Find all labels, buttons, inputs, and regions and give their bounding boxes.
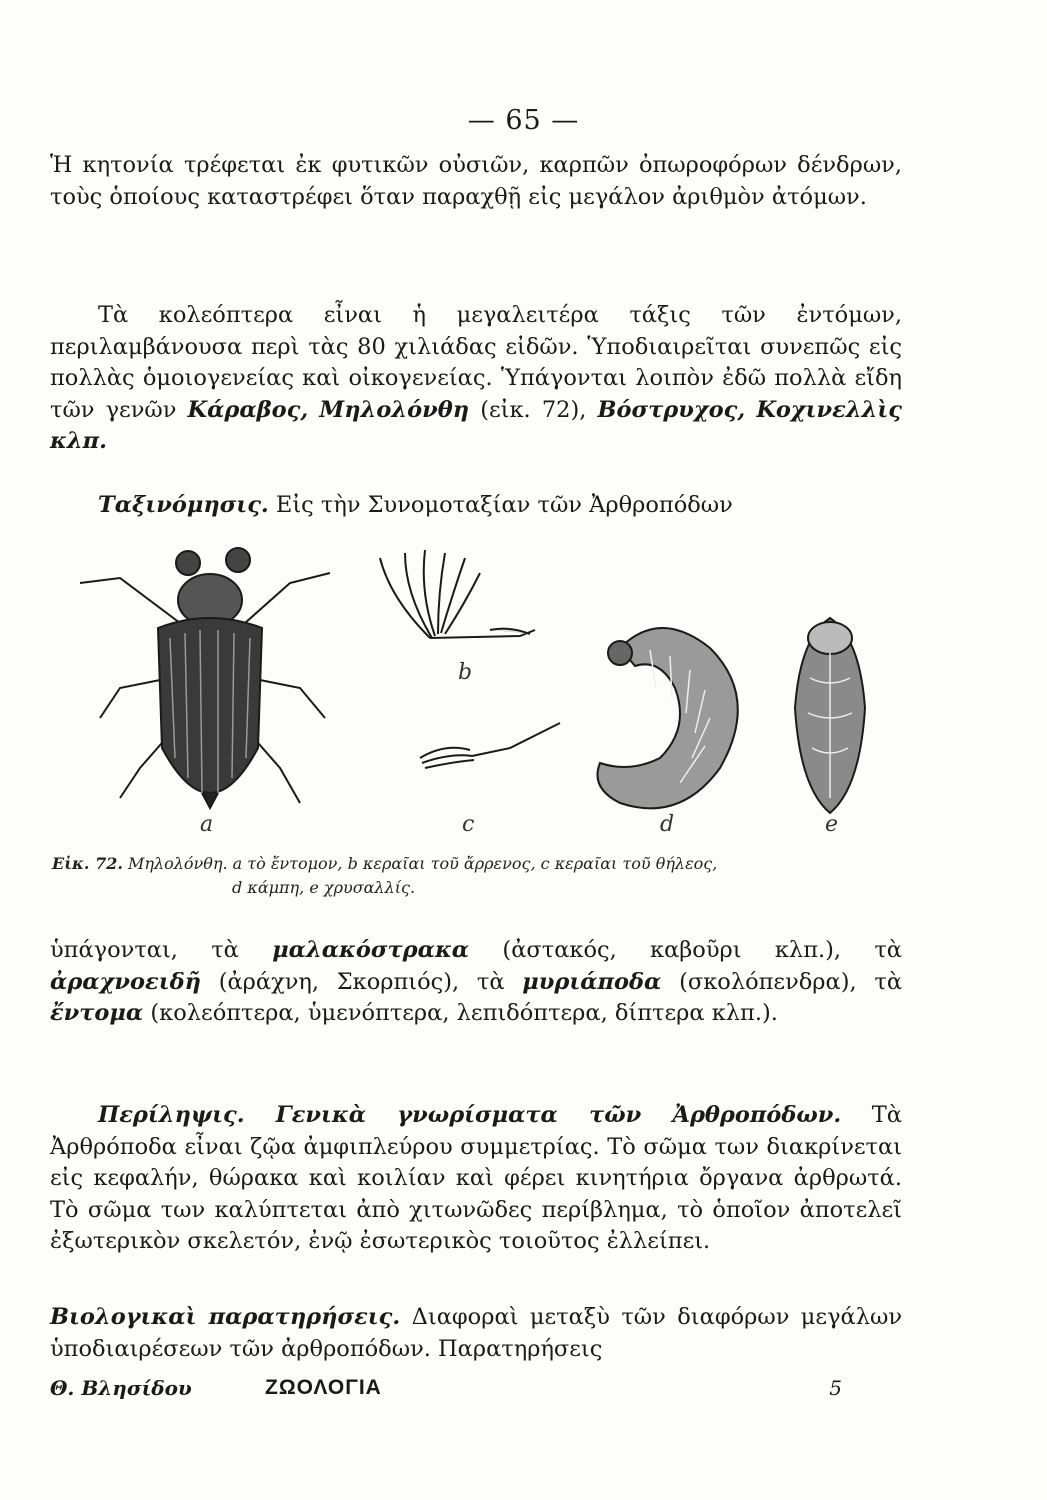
paragraph-biologikai xyxy=(50,1302,902,1365)
male-antenna-drawing xyxy=(380,550,535,638)
footer-signature: 5 xyxy=(829,1376,842,1400)
classes-text-1: ὑπάγονται, τὰ xyxy=(50,937,239,963)
caption-label: Εἰκ. 72. xyxy=(52,854,123,873)
figure-letter-a: a xyxy=(200,812,214,837)
figure-reference: (εἰκ. 72), xyxy=(480,396,587,423)
classes-text-4: (σκολόπενδρα), τὰ xyxy=(679,968,903,995)
caption-c: c κεραῖαι τοῦ θήλεος, xyxy=(540,854,718,873)
paragraph-koleoptera xyxy=(50,300,902,458)
term-entoma: ἔντομα xyxy=(50,1000,144,1026)
paragraph-perilipsis xyxy=(50,1100,902,1258)
footer-book-title: ΖΩΟΛΟΓΙΑ xyxy=(265,1376,382,1399)
taxinomisis-heading: Ταξινόμησις. xyxy=(98,492,269,518)
caption-d: d κάμπη, xyxy=(232,878,305,897)
classes-text-3: (ἀράχνη, Σκορπιός), τὰ xyxy=(218,968,505,995)
term-kochinellis: Κοχινελλὶς κλπ. xyxy=(50,396,902,454)
paragraph-classes xyxy=(50,935,902,1030)
paragraph-kitonia: Ἡ κητονία τρέφεται ἐκ φυτικῶν οὐσιῶν, καρπῶν ὀπωροφόρων δένδρων, τοὺς ὁποίους καταστρέφει ὅταν παραχθῇ εἰς μεγάλον ἀριθμὸν ἀτόμων. xyxy=(50,152,902,210)
beetle-drawing xyxy=(80,548,330,808)
taxinomisis-text: Εἰς τὴν Συνομοταξίαν τῶν Ἀρθροπόδων xyxy=(275,492,733,518)
term-malakostraka: μαλακόστρακα xyxy=(272,937,470,963)
page-footer xyxy=(50,1376,902,1406)
term-bostrychos: Βόστρυχος, xyxy=(597,396,746,423)
koleoptera-text: Τὰ κολεόπτερα εἶναι ἡ μεγαλειτέρα τάξις τῶν ἐντόμων, περιλαμβάνουσα περὶ τὰς 80 χιλιάδας εἰδῶν. Ὑποδιαιρεῖται συνεπῶς εἰς πολλὰς ὁμοιογενείας καὶ οἰκογενείας. Ὑπάγονται λοιπὸν ἐδῶ πολλὰ εἴδη τῶν γενῶν xyxy=(50,302,902,423)
paragraph-taxinomisis xyxy=(50,490,902,522)
caption-name: Μηλολόνθη. xyxy=(128,854,228,873)
biologikai-text: Διαφοραὶ μεταξὺ τῶν διαφόρων μεγάλων ὑποδιαιρέσεων τῶν ἀρθροπόδων. Παρατηρήσεις xyxy=(50,1304,903,1362)
perilipsis-text: Τὰ Ἀρθρόποδα εἶναι ζῷα ἀμφιπλεύρου συμμετρίας. Τὸ σῶμα των διακρίνεται εἰς κεφαλήν, θώρακα καὶ κοιλίαν καὶ φέρει κινητήρια ὄργανα ἀρθρωτά. Τὸ σῶμα των καλύπτεται ἀπὸ χιτωνῶδες περίβλημα, τὸ ὁποῖον ἀποτελεῖ ἐξωτερικὸν σκελετόν, ἐνῷ ἐσωτερικὸς τοιοῦτος ἐλλείπει. xyxy=(50,1102,902,1254)
caption-a: a τὸ ἔντομον, xyxy=(232,854,343,873)
classes-text-2: (ἀστακός, καβοῦρι κλπ.), τὰ xyxy=(502,937,902,963)
pupa-drawing xyxy=(795,618,865,813)
figure-letter-d: d xyxy=(660,812,675,837)
term-arachnoidi: ἀραχνοειδῆ xyxy=(50,968,201,995)
caption-e: e χρυσαλλίς. xyxy=(309,878,416,897)
classes-text-5: (κολεόπτερα, ὑμενόπτερα, λεπιδόπτερα, δίπτερα κλπ.). xyxy=(150,1000,778,1026)
biologikai-heading: Βιολογικαὶ παρατηρήσεις. xyxy=(50,1304,401,1330)
perilipsis-heading: Περίληψις. Γενικὰ γνωρίσματα τῶν Ἀρθροπόδων. xyxy=(98,1102,842,1128)
term-milolonthi: Μηλολόνθη xyxy=(319,396,470,423)
term-karabos: Κάραβος, xyxy=(187,396,309,423)
figure-letter-e: e xyxy=(825,812,839,837)
figure-72-illustration xyxy=(60,538,900,838)
larva-drawing xyxy=(598,628,738,808)
figure-caption xyxy=(52,852,912,900)
page-number: — 65 — xyxy=(467,105,580,136)
term-myriapoda: μυριάποδα xyxy=(522,968,662,995)
female-antenna-drawing xyxy=(420,723,560,768)
caption-b: b κεραῖαι τοῦ ἄρρενος, xyxy=(347,854,536,873)
figure-letter-b: b xyxy=(458,660,473,685)
figure-letter-c: c xyxy=(462,812,475,837)
footer-author: Θ. Βλησίδου xyxy=(50,1376,192,1400)
